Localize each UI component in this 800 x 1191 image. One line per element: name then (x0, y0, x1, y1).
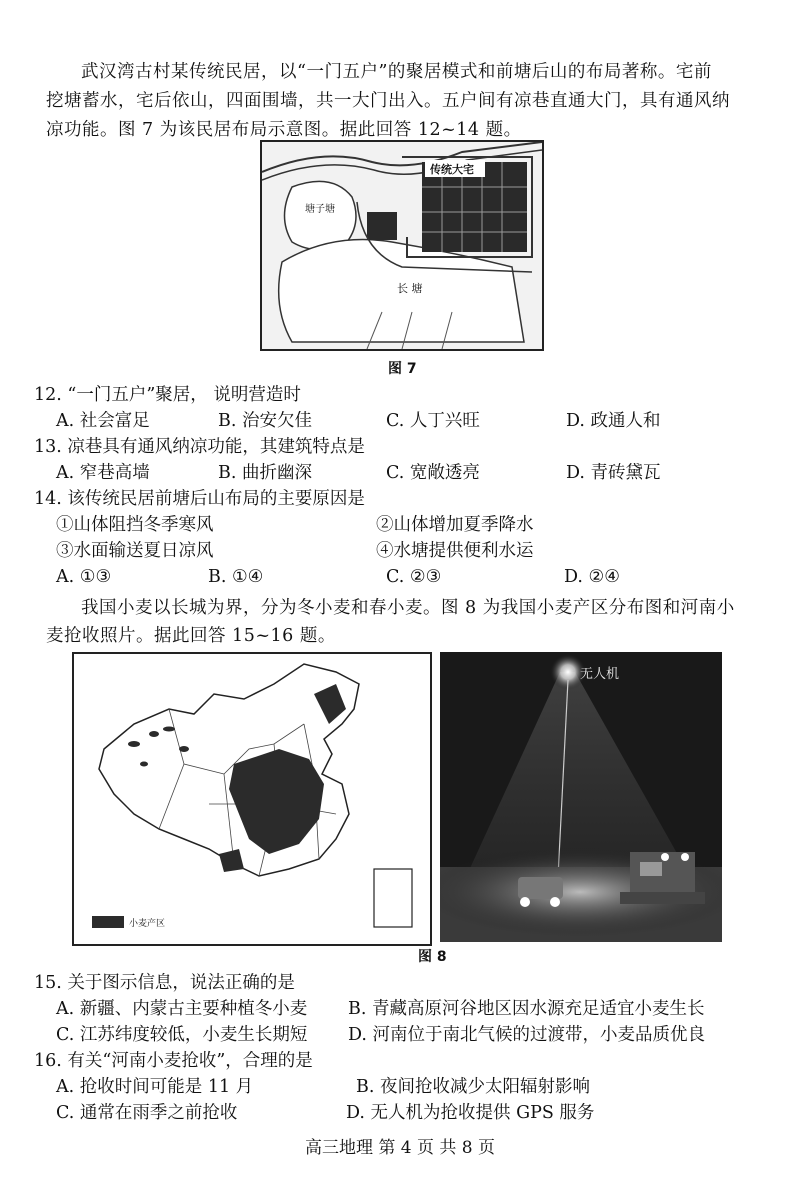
label-pond-2: 长 塘 (397, 282, 423, 295)
label-pond-1: 塘子塘 (305, 204, 335, 215)
q14-statement-3: ③水面输送夏日凉风 (56, 541, 214, 561)
q12-option-a[interactable]: A. 社会富足 (56, 411, 150, 431)
figure-7-caption: 图 7 (388, 361, 417, 377)
q15-option-b[interactable]: B. 青藏高原河谷地区因水源充足适宜小麦生长 (348, 999, 705, 1019)
figure-8-caption: 图 8 (418, 949, 447, 965)
question-15-stem: 15. 关于图示信息，说法正确的是 (34, 973, 295, 993)
intro-line: 凉功能。图 7 为该民居布局示意图。据此回答 12~14 题。 (46, 120, 522, 140)
q16-option-a[interactable]: A. 抢收时间可能是 11 月 (56, 1077, 254, 1097)
q12-option-b[interactable]: B. 治安欠佳 (218, 411, 312, 431)
intro-line: 我国小麦以长城为界，分为冬小麦和春小麦。图 8 为我国小麦产区分布图和河南小 (81, 598, 735, 618)
q14-option-d[interactable]: D. ②④ (564, 567, 620, 587)
q14-statement-1: ①山体阻挡冬季寒风 (56, 515, 214, 535)
q16-option-c[interactable]: C. 通常在雨季之前抢收 (56, 1103, 238, 1123)
q15-option-c[interactable]: C. 江苏纬度较低，小麦生长期短 (56, 1025, 308, 1045)
figure-8-harvest-photo (440, 652, 722, 942)
q16-option-d[interactable]: D. 无人机为抢收提供 GPS 服务 (346, 1103, 595, 1123)
question-16-stem: 16. 有关“河南小麦抢收”，合理的是 (34, 1051, 313, 1071)
question-12-stem: 12. “一门五户”聚居， 说明营造时 (34, 385, 301, 405)
q14-option-b[interactable]: B. ①④ (208, 567, 264, 587)
figure-7-layout-map (260, 140, 544, 351)
q12-option-c[interactable]: C. 人丁兴旺 (386, 411, 480, 431)
harvest-photo-drawing (440, 652, 722, 942)
q14-statement-2: ②山体增加夏季降水 (376, 515, 534, 535)
figure-8-wheat-map (72, 652, 432, 946)
figure-7-drawing (262, 142, 542, 349)
page-footer: 高三地理 第 4 页 共 8 页 (304, 1138, 496, 1158)
china-map-drawing (74, 654, 430, 944)
q14-option-c[interactable]: C. ②③ (386, 567, 442, 587)
intro-line: 挖塘蓄水，宅后依山，四面围墙，共一大门出入。五户间有凉巷直通大门，具有通风纳 (46, 91, 730, 111)
intro-line: 武汉湾古村某传统民居，以“一门五户”的聚居模式和前塘后山的布局著称。宅前 (81, 62, 712, 82)
intro-line: 麦抢收照片。据此回答 15~16 题。 (46, 626, 336, 646)
label-house: 传统大宅 (430, 163, 474, 176)
q14-option-a[interactable]: A. ①③ (56, 567, 112, 587)
q15-option-a[interactable]: A. 新疆、内蒙古主要种植冬小麦 (56, 999, 308, 1019)
q13-option-d[interactable]: D. 青砖黛瓦 (566, 463, 661, 483)
q14-statement-4: ④水塘提供便利水运 (376, 541, 534, 561)
map-legend-label: 小麦产区 (129, 919, 166, 929)
q12-option-d[interactable]: D. 政通人和 (566, 411, 661, 431)
q15-option-d[interactable]: D. 河南位于南北气候的过渡带，小麦品质优良 (348, 1025, 706, 1045)
drone-label: 无人机 (580, 667, 620, 682)
q13-option-b[interactable]: B. 曲折幽深 (218, 463, 312, 483)
question-14-stem: 14. 该传统民居前塘后山布局的主要原因是 (34, 489, 365, 509)
q16-option-b[interactable]: B. 夜间抢收减少太阳辐射影响 (356, 1077, 590, 1097)
q13-option-a[interactable]: A. 窄巷高墙 (56, 463, 150, 483)
q13-option-c[interactable]: C. 宽敞透亮 (386, 463, 480, 483)
question-13-stem: 13. 凉巷具有通风纳凉功能，其建筑特点是 (34, 437, 365, 457)
